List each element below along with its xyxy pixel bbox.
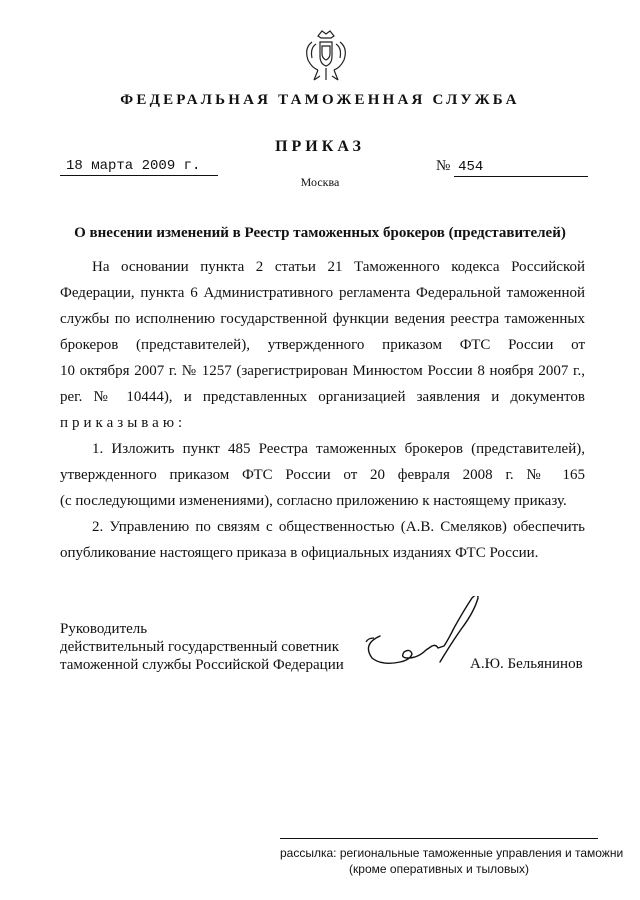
coat-of-arms-emblem-icon [302, 28, 350, 84]
clause-1-paragraph [60, 436, 585, 514]
signatory-title-line: таможенной службы Российской Федерации [60, 657, 344, 673]
clause-2-paragraph [60, 514, 585, 566]
order-word: приказываю: [60, 415, 187, 431]
text-line: На основании пункта 2 статьи 21 Таможенного кодекса Российской [92, 259, 585, 275]
text-line: (с последующими изменениями), согласно приложению к настоящему приказу. [60, 493, 567, 509]
text-line: 2. Управлению по связям с общественностью (А.В. Смеляков) обеспечить [92, 519, 585, 535]
text-line: рег. № 10444), и представленных организацией заявления и документов [60, 389, 585, 405]
order-number: 454 [454, 159, 588, 177]
text-line: брокеров (представителей), утвержденного приказом ФТС России от [60, 337, 585, 353]
agency-name: ФЕДЕРАЛЬНАЯ ТАМОЖЕННАЯ СЛУЖБА [120, 92, 520, 108]
signatory-title [60, 620, 344, 674]
signatory-title-line: Руководитель [60, 621, 148, 637]
text-line: опубликование настоящего приказа в официальных изданиях ФТС России. [60, 545, 539, 561]
text-line: Федерации, пункта 6 Административного регламента Федеральной таможенной [60, 285, 585, 301]
distribution-note: (кроме оперативных и тыловых) [349, 862, 529, 876]
city: Москва [300, 175, 340, 189]
text-line: утвержденного приказом ФТС России от 20 февраля 2008 г. № 165 [60, 467, 585, 483]
text-line: службы по исполнению государственной функции ведения реестра таможенных [60, 311, 585, 327]
signer-name: А.Ю. Бельянинов [470, 656, 583, 672]
text-line: 1. Изложить пункт 485 Реестра таможенных брокеров (представителей), [92, 441, 585, 457]
distribution-list: рассылка: региональные таможенные управления и таможни [280, 846, 624, 860]
signatory-title-line: действительный государственный советник [60, 639, 340, 655]
order-date: 18 марта 2009 г. [60, 158, 218, 176]
preamble-paragraph [60, 254, 585, 410]
document-title: ПРИКАЗ [275, 138, 365, 155]
distribution-divider [280, 838, 598, 839]
document-subject: О внесении изменений в Реестр таможенных брокеров (представителей) [74, 225, 566, 241]
text-line: 10 октября 2007 г. № 1257 (зарегистрирован Минюстом России 8 ноября 2007 г., [60, 363, 585, 379]
order-number-label: № [436, 158, 451, 174]
